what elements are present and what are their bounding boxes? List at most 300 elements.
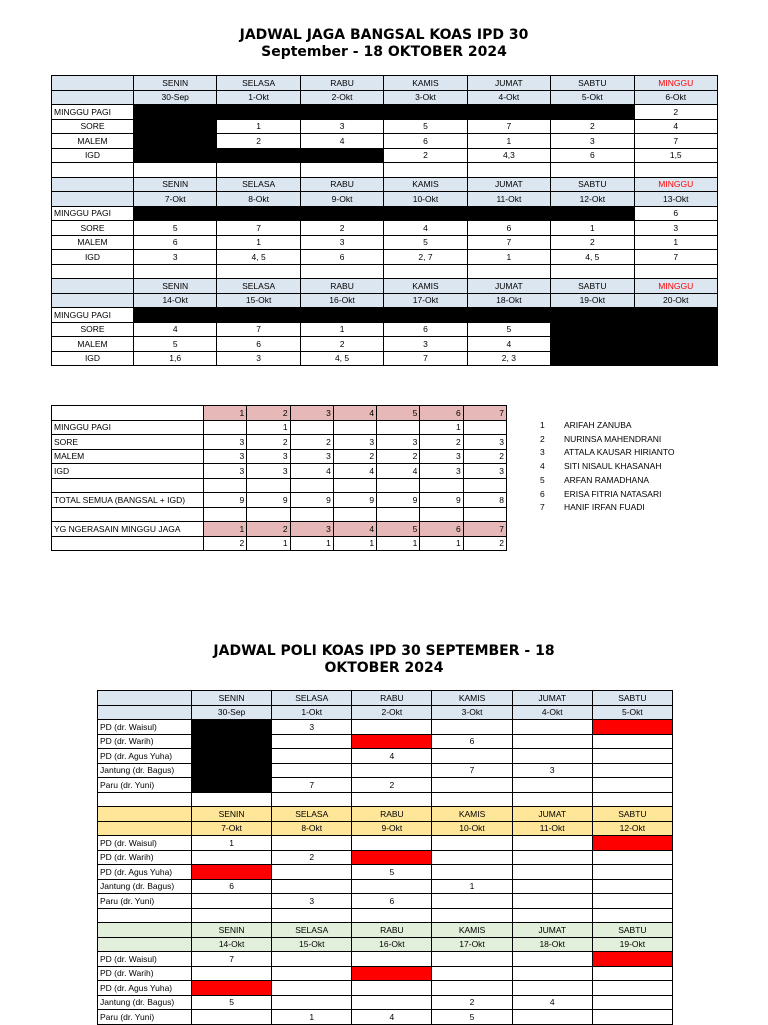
day-header-row — [98, 691, 673, 706]
day-header-kamis: KAMIS — [432, 807, 512, 822]
clinic-row — [98, 879, 673, 894]
blocked-cell — [551, 351, 634, 366]
clinic-label: Paru (dr. Yuni) — [98, 778, 192, 793]
empty-cell — [98, 792, 192, 807]
assignment-cell: 5 — [352, 865, 432, 880]
recap-value: 3 — [247, 449, 290, 464]
date-header: 30-Sep — [192, 705, 272, 720]
empty-cell — [52, 163, 134, 178]
assignment-cell — [432, 749, 512, 764]
day-header-sabtu: SABTU — [592, 807, 672, 822]
date-header: 9-Okt — [352, 821, 432, 836]
spacer-row — [52, 264, 718, 279]
empty-cell — [592, 792, 672, 807]
clinic-label: Paru (dr. Yuni) — [98, 894, 192, 909]
assignment-cell: 3 — [217, 351, 300, 366]
empty-cell — [384, 264, 467, 279]
recap-value: 3 — [420, 464, 463, 479]
assignment-cell: 7 — [217, 322, 300, 337]
empty-cell — [432, 908, 512, 923]
day-header-selasa: SELASA — [217, 279, 300, 294]
blocked-cell — [634, 308, 717, 323]
clinic-label: PD (dr. Waisul) — [98, 952, 192, 967]
student-number-header: 6 — [420, 522, 463, 537]
blocked-cell — [300, 148, 383, 163]
assignment-cell: 2 — [551, 119, 634, 134]
assignment-cell: 1,6 — [134, 351, 217, 366]
empty-cell — [634, 163, 717, 178]
recap-value: 3 — [204, 449, 247, 464]
recap-row — [52, 464, 507, 479]
assignment-cell: 2 — [634, 105, 717, 120]
clinic-row — [98, 763, 673, 778]
total-label: TOTAL SEMUA (BANGSAL + IGD) — [52, 493, 204, 508]
recap-row — [52, 435, 507, 450]
student-number-header: 7 — [463, 406, 506, 421]
assignment-cell — [432, 966, 512, 981]
shift-label: SORE — [52, 119, 134, 134]
assignment-cell: 1 — [432, 879, 512, 894]
student-number: 1 — [540, 420, 545, 430]
total-value: 9 — [377, 493, 420, 508]
day-header-kamis: KAMIS — [384, 76, 467, 91]
assignment-cell — [592, 879, 672, 894]
blocked-cell — [551, 105, 634, 120]
student-number-header: 5 — [377, 522, 420, 537]
empty-cell — [300, 264, 383, 279]
clinic-label: PD (dr. Waisul) — [98, 836, 192, 851]
date-header: 2-Okt — [300, 90, 383, 105]
recap-label: SORE — [52, 435, 204, 450]
assignment-cell: 6 — [352, 894, 432, 909]
clinic-label: PD (dr. Waisul) — [98, 720, 192, 735]
date-header: 8-Okt — [217, 192, 300, 207]
recap-row — [52, 449, 507, 464]
assignment-cell: 4 — [352, 749, 432, 764]
assignment-cell — [352, 981, 432, 996]
day-header-rabu: RABU — [300, 76, 383, 91]
empty-cell — [377, 478, 420, 493]
bangsal-schedule-table — [51, 75, 718, 366]
sunday-count-value: 1 — [333, 536, 376, 551]
empty-cell — [192, 908, 272, 923]
blocked-cell — [551, 337, 634, 352]
date-header: 1-Okt — [272, 705, 352, 720]
date-header: 7-Okt — [192, 821, 272, 836]
day-header-selasa: SELASA — [217, 177, 300, 192]
assignment-cell: 7 — [467, 119, 550, 134]
name-list-item — [540, 460, 675, 474]
date-header: 5-Okt — [551, 90, 634, 105]
assignment-cell: 6 — [467, 221, 550, 236]
assignment-cell: 2 — [300, 337, 383, 352]
day-header-selasa: SELASA — [272, 923, 352, 938]
blocked-cell — [634, 351, 717, 366]
blocked-cell — [384, 105, 467, 120]
corner-cell — [52, 406, 204, 421]
clinic-label: Jantung (dr. Bagus) — [98, 879, 192, 894]
blocked-cell — [134, 308, 217, 323]
assignment-cell: 7 — [467, 235, 550, 250]
assignment-cell: 2 — [272, 850, 352, 865]
clinic-row — [98, 778, 673, 793]
assignment-cell — [272, 995, 352, 1010]
assignment-cell: 1 — [217, 119, 300, 134]
assignment-cell — [512, 966, 592, 981]
assignment-cell: 7 — [432, 763, 512, 778]
assignment-cell: 2, 3 — [467, 351, 550, 366]
day-header-jumat: JUMAT — [467, 177, 550, 192]
assignment-cell — [432, 850, 512, 865]
empty-cell — [463, 507, 506, 522]
date-header: 20-Okt — [634, 293, 717, 308]
total-value: 9 — [290, 493, 333, 508]
recap-value: 2 — [333, 449, 376, 464]
assignment-cell: 4 — [512, 995, 592, 1010]
assignment-cell: 6 — [192, 879, 272, 894]
assignment-cell: 7 — [634, 134, 717, 149]
day-header-senin: SENIN — [192, 807, 272, 822]
day-header-senin: SENIN — [134, 177, 217, 192]
name-list-item — [540, 501, 675, 515]
clinic-row — [98, 850, 673, 865]
recap-value: 4 — [333, 464, 376, 479]
assignment-cell — [192, 894, 272, 909]
assignment-cell: 6 — [134, 235, 217, 250]
corner-cell — [52, 279, 134, 294]
assignment-cell: 2 — [551, 235, 634, 250]
sunday-count-value: 1 — [377, 536, 420, 551]
poli-schedule-table — [97, 690, 673, 1025]
assignment-cell — [592, 966, 672, 981]
date-header: 17-Okt — [384, 293, 467, 308]
assignment-cell — [352, 995, 432, 1010]
shift-row — [52, 250, 718, 265]
assignment-cell — [192, 1010, 272, 1025]
shift-row — [52, 351, 718, 366]
name-list-item — [540, 419, 675, 433]
day-header-senin: SENIN — [134, 76, 217, 91]
assignment-cell — [592, 995, 672, 1010]
total-row — [52, 493, 507, 508]
assignment-cell — [512, 879, 592, 894]
student-name: SITI NISAUL KHASANAH — [564, 461, 662, 472]
assignment-cell: 2 — [432, 995, 512, 1010]
assignment-cell: 5 — [384, 235, 467, 250]
day-header-selasa: SELASA — [272, 691, 352, 706]
day-header-sabtu: SABTU — [551, 76, 634, 91]
clinic-label: Jantung (dr. Bagus) — [98, 763, 192, 778]
corner-cell — [98, 807, 192, 822]
bangsal-title: JADWAL JAGA BANGSAL KOAS IPD 30 September - 18 OKTOBER 2024 — [239, 27, 529, 60]
empty-cell — [432, 792, 512, 807]
day-header-jumat: JUMAT — [467, 279, 550, 294]
recap-value: 3 — [463, 464, 506, 479]
assignment-cell: 6 — [634, 206, 717, 221]
date-header: 30-Sep — [134, 90, 217, 105]
assignment-cell — [432, 778, 512, 793]
assignment-cell — [512, 850, 592, 865]
blocked-cell — [634, 322, 717, 337]
day-header-selasa: SELASA — [272, 807, 352, 822]
recap-value: 2 — [247, 435, 290, 450]
empty-cell — [352, 792, 432, 807]
assignment-cell — [592, 734, 672, 749]
assignment-cell: 5 — [432, 1010, 512, 1025]
assignment-cell: 5 — [192, 995, 272, 1010]
clinic-label: PD (dr. Warih) — [98, 734, 192, 749]
assignment-cell — [592, 749, 672, 764]
assignment-cell: 3 — [551, 134, 634, 149]
assignment-cell — [352, 952, 432, 967]
assignment-cell: 5 — [134, 337, 217, 352]
shift-row — [52, 148, 718, 163]
student-number-header: 4 — [333, 406, 376, 421]
assignment-cell — [352, 763, 432, 778]
empty-cell — [52, 264, 134, 279]
assignment-cell: 1 — [467, 250, 550, 265]
student-number: 7 — [540, 502, 545, 513]
blocked-cell — [217, 148, 300, 163]
shift-label: MALEM — [52, 134, 134, 149]
empty-cell — [467, 163, 550, 178]
corner-cell — [52, 90, 134, 105]
blocked-cell — [300, 206, 383, 221]
day-header-sabtu: SABTU — [592, 691, 672, 706]
blocked-cell — [134, 134, 217, 149]
assignment-cell: 3 — [134, 250, 217, 265]
shift-label: SORE — [52, 322, 134, 337]
day-header-row — [52, 177, 718, 192]
spacer-row — [52, 507, 507, 522]
assignment-cell — [512, 952, 592, 967]
clinic-row — [98, 894, 673, 909]
assignment-cell — [272, 763, 352, 778]
date-header: 8-Okt — [272, 821, 352, 836]
recap-label: IGD — [52, 464, 204, 479]
day-header-rabu: RABU — [352, 923, 432, 938]
assignment-cell: 1 — [272, 1010, 352, 1025]
empty-cell — [247, 507, 290, 522]
day-header-kamis: KAMIS — [432, 691, 512, 706]
highlight-cell — [192, 981, 272, 996]
day-header-jumat: JUMAT — [512, 923, 592, 938]
recap-value — [204, 420, 247, 435]
date-header: 2-Okt — [352, 705, 432, 720]
clinic-label: Paru (dr. Yuni) — [98, 1010, 192, 1025]
recap-value — [333, 420, 376, 435]
date-header: 11-Okt — [467, 192, 550, 207]
empty-cell — [384, 163, 467, 178]
date-header: 12-Okt — [592, 821, 672, 836]
assignment-cell: 4, 5 — [217, 250, 300, 265]
day-header-minggu: MINGGU — [634, 76, 717, 91]
assignment-cell — [272, 966, 352, 981]
assignment-cell: 3 — [300, 119, 383, 134]
assignment-cell: 7 — [384, 351, 467, 366]
clinic-row — [98, 966, 673, 981]
assignment-cell — [512, 981, 592, 996]
recap-label: MALEM — [52, 449, 204, 464]
day-header-row — [52, 279, 718, 294]
day-header-senin: SENIN — [134, 279, 217, 294]
day-header-rabu: RABU — [352, 691, 432, 706]
sunday-value-row — [52, 536, 507, 551]
sunday-count-value: 1 — [420, 536, 463, 551]
blocked-cell — [467, 206, 550, 221]
date-header: 19-Okt — [551, 293, 634, 308]
highlight-cell — [352, 850, 432, 865]
day-header-sabtu: SABTU — [551, 279, 634, 294]
blocked-cell — [134, 105, 217, 120]
day-header-selasa: SELASA — [217, 76, 300, 91]
clinic-row — [98, 995, 673, 1010]
clinic-row — [98, 952, 673, 967]
recap-value: 3 — [333, 435, 376, 450]
blocked-cell — [217, 105, 300, 120]
clinic-row — [98, 836, 673, 851]
corner-cell — [98, 705, 192, 720]
clinic-label: PD (dr. Agus Yuha) — [98, 749, 192, 764]
assignment-cell — [352, 879, 432, 894]
recap-value: 1 — [247, 420, 290, 435]
day-header-rabu: RABU — [300, 177, 383, 192]
blocked-cell — [300, 105, 383, 120]
assignment-cell: 1,5 — [634, 148, 717, 163]
assignment-cell — [512, 734, 592, 749]
corner-cell — [98, 923, 192, 938]
empty-cell — [290, 478, 333, 493]
empty-cell — [272, 792, 352, 807]
blocked-cell — [134, 206, 217, 221]
assignment-cell: 5 — [384, 119, 467, 134]
shift-row — [52, 308, 718, 323]
shift-label: MINGGU PAGI — [52, 206, 134, 221]
assignment-cell: 2 — [217, 134, 300, 149]
assignment-cell — [512, 865, 592, 880]
student-names-list — [540, 419, 675, 515]
day-header-kamis: KAMIS — [432, 923, 512, 938]
student-name: ARIFAH ZANUBA — [564, 420, 632, 430]
assignment-cell — [192, 966, 272, 981]
date-header: 19-Okt — [592, 937, 672, 952]
poli-title: JADWAL POLI KOAS IPD 30 SEPTEMBER - 18 OKTOBER 2024 — [213, 643, 555, 676]
recap-value: 2 — [290, 435, 333, 450]
assignment-cell — [592, 981, 672, 996]
date-header: 4-Okt — [512, 705, 592, 720]
empty-cell — [204, 478, 247, 493]
blocked-cell — [134, 148, 217, 163]
date-header: 5-Okt — [592, 705, 672, 720]
shift-label: MALEM — [52, 235, 134, 250]
total-value: 9 — [247, 493, 290, 508]
date-header: 15-Okt — [272, 937, 352, 952]
recap-value: 2 — [463, 449, 506, 464]
corner-cell — [98, 691, 192, 706]
day-header-sabtu: SABTU — [551, 177, 634, 192]
assignment-cell: 1 — [551, 221, 634, 236]
shift-row — [52, 105, 718, 120]
assignment-cell: 4 — [634, 119, 717, 134]
assignment-cell — [512, 720, 592, 735]
date-header-row — [52, 192, 718, 207]
clinic-label: PD (dr. Agus Yuha) — [98, 865, 192, 880]
total-value: 9 — [333, 493, 376, 508]
name-list-item — [540, 446, 675, 460]
student-name: ARFAN RAMADHANA — [564, 474, 650, 485]
day-header-row — [98, 807, 673, 822]
assignment-cell: 2 — [352, 778, 432, 793]
assignment-cell — [352, 836, 432, 851]
student-number-header: 7 — [463, 522, 506, 537]
recap-value: 4 — [377, 464, 420, 479]
highlight-cell — [592, 836, 672, 851]
recap-value: 1 — [420, 420, 463, 435]
corner-cell — [98, 937, 192, 952]
student-number-header: 5 — [377, 406, 420, 421]
blocked-cell — [467, 308, 550, 323]
blocked-cell — [192, 720, 272, 735]
assignment-cell: 3 — [512, 763, 592, 778]
assignment-cell: 7 — [272, 778, 352, 793]
recap-table — [51, 405, 507, 551]
date-header-row — [98, 821, 673, 836]
assignment-cell — [592, 1010, 672, 1025]
empty-cell — [300, 163, 383, 178]
date-header: 10-Okt — [432, 821, 512, 836]
date-header: 4-Okt — [467, 90, 550, 105]
shift-row — [52, 134, 718, 149]
empty-cell — [134, 264, 217, 279]
date-header: 9-Okt — [300, 192, 383, 207]
shift-label: MINGGU PAGI — [52, 105, 134, 120]
clinic-row — [98, 734, 673, 749]
assignment-cell: 2 — [300, 221, 383, 236]
blocked-cell — [192, 778, 272, 793]
blocked-cell — [384, 308, 467, 323]
empty-cell — [52, 478, 204, 493]
shift-row — [52, 337, 718, 352]
shift-row — [52, 206, 718, 221]
sunday-count-value: 2 — [463, 536, 506, 551]
empty-cell — [512, 908, 592, 923]
recap-value: 2 — [377, 449, 420, 464]
empty-cell — [272, 908, 352, 923]
sunday-label: YG NGERASAIN MINGGU JAGA — [52, 522, 204, 537]
student-number: 2 — [540, 433, 545, 444]
assignment-cell — [192, 850, 272, 865]
recap-value: 3 — [290, 449, 333, 464]
date-header: 18-Okt — [512, 937, 592, 952]
corner-cell — [52, 293, 134, 308]
student-number: 3 — [540, 447, 545, 458]
clinic-row — [98, 749, 673, 764]
shift-label: IGD — [52, 148, 134, 163]
empty-cell — [512, 792, 592, 807]
assignment-cell: 7 — [217, 221, 300, 236]
name-list-item — [540, 433, 675, 447]
date-header-row — [52, 293, 718, 308]
empty-cell — [204, 507, 247, 522]
assignment-cell: 1 — [467, 134, 550, 149]
shift-row — [52, 322, 718, 337]
recap-value — [463, 420, 506, 435]
recap-row — [52, 420, 507, 435]
corner-cell — [52, 76, 134, 91]
empty-cell — [420, 478, 463, 493]
shift-row — [52, 221, 718, 236]
clinic-row — [98, 981, 673, 996]
